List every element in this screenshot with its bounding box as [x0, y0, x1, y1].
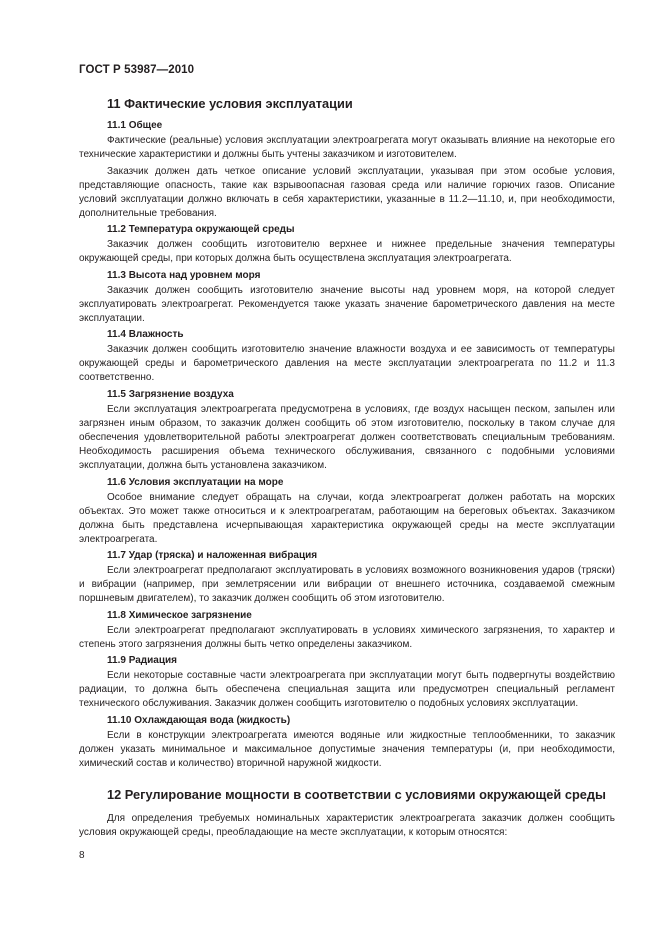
- section-11-title: 11 Фактические условия эксплуатации: [107, 96, 353, 111]
- paragraph: Особое внимание следует обращать на случаи, когда электроагрегат должен работать на морских объектах. Это может также относиться и к электроагрегатам, работающим на береговых объектах. Заказчиком должна быть представлена исчерпывающая характеристика окружающей среды на месте эксплуатации электроагрегата.: [79, 491, 615, 545]
- subsection-11-10-title: 11.10 Охлаждающая вода (жидкость): [107, 714, 291, 726]
- paragraph: Если некоторые составные части электроагрегата при эксплуатации могут быть подвергнуты воздействию радиации, то должна быть обеспечена специальная защита или предусмотрен специальный регламент технического обслуживания. Заказчик должен сообщить изготовителю о подобных условиях эксплуатации.: [79, 670, 615, 710]
- subsection-11-7-title: 11.7 Удар (тряска) и наложенная вибрация: [107, 550, 318, 562]
- paragraph: Фактические (реальные) условия эксплуатации электроагрегата могут оказывать влияние на некоторые его технические характеристики и должны быть учтены заказчиком и изготовителем.: [79, 135, 615, 160]
- subsection-11-9-title: 11.9 Радиация: [107, 655, 177, 667]
- paragraph: Заказчик должен сообщить изготовителю значение высоты над уровнем моря, на которой следует эксплуатировать электроагрегат. Рекомендуется также указать значение барометрического давления на месте эксплуатации.: [79, 284, 615, 324]
- subsection-11-1-title: 11.1 Общее: [107, 120, 163, 131]
- section-12-title: 12 Регулирование мощности в соответствии с условиями окружающей среды: [107, 786, 606, 802]
- page-number: 8: [79, 850, 85, 861]
- paragraph: Если электроагрегат предполагают эксплуатировать в условиях химического загрязнения, то характер и степень этого загрязнения должны быть четко определены заказчиком.: [79, 624, 615, 650]
- paragraph: Если эксплуатация электроагрегата предусмотрена в условиях, где воздух насыщен песком, запылен или загрязнен иным образом, то заказчик должен сообщить об этом изготовителю, поскольку в таком случае для обеспечения удовлетворительной работы электроагрегат должен соответствовать специальным требованиям. Необходимость расширения объема технического обслуживания, связанного с подобными условиями эксплуатации, должна быть установлена заказчиком.: [79, 403, 615, 471]
- paragraph: Заказчик должен дать четкое описание условий эксплуатации, указывая при этом особые условия, представляющие опасность, такие как взрывоопасная газовая среда или наличие горючих газов. Описание условий эксплуатации должно включать в себя характеристики, указанные в 11.2—11.10, и, при необходимости, дополнительные требования.: [79, 165, 615, 219]
- document-body: [79, 96, 615, 843]
- subsection-11-4-title: 11.4 Влажность: [107, 329, 184, 341]
- paragraph: Заказчик должен сообщить изготовителю верхнее и нижнее предельные значения температуры окружающей среды, при которых должна быть осуществлена эксплуатация электроагрегата.: [79, 239, 615, 265]
- paragraph: Заказчик должен сообщить изготовителю значение влажности воздуха и ее зависимость от температуры окружающей среды и барометрического давления на месте эксплуатации электроагрегата по 11.2 и 11.3 соответственно.: [79, 344, 615, 384]
- paragraph: Если в конструкции электроагрегата имеются водяные или жидкостные теплообменники, то заказчик должен указать минимальное и максимальное допустимые значения температуры (и, при необходимости, химический состав и количество) вторичной наружной жидкости.: [79, 729, 615, 769]
- subsection-11-3-title: 11.3 Высота над уровнем моря: [107, 269, 261, 281]
- document-header: ГОСТ Р 53987—2010: [79, 64, 195, 76]
- subsection-11-8-title: 11.8 Химическое загрязнение: [107, 609, 252, 621]
- subsection-11-6-title: 11.6 Условия эксплуатации на море: [107, 476, 284, 488]
- paragraph: Для определения требуемых номинальных характеристик электроагрегата заказчик должен сообщить условия окружающей среды, преобладающие на месте эксплуатации, к которым относятся:: [79, 812, 615, 838]
- paragraph: Если электроагрегат предполагают эксплуатировать в условиях возможного возникновения ударов (тряски) и вибрации (например, при землетрясении или вибрации от внешнего источника, создаваемой смежным поршневым двигателем), то заказчик должен сообщить об этом изготовителю.: [79, 565, 615, 605]
- subsection-11-5-title: 11.5 Загрязнение воздуха: [107, 388, 234, 400]
- subsection-11-2-title: 11.2 Температура окружающей среды: [107, 224, 295, 236]
